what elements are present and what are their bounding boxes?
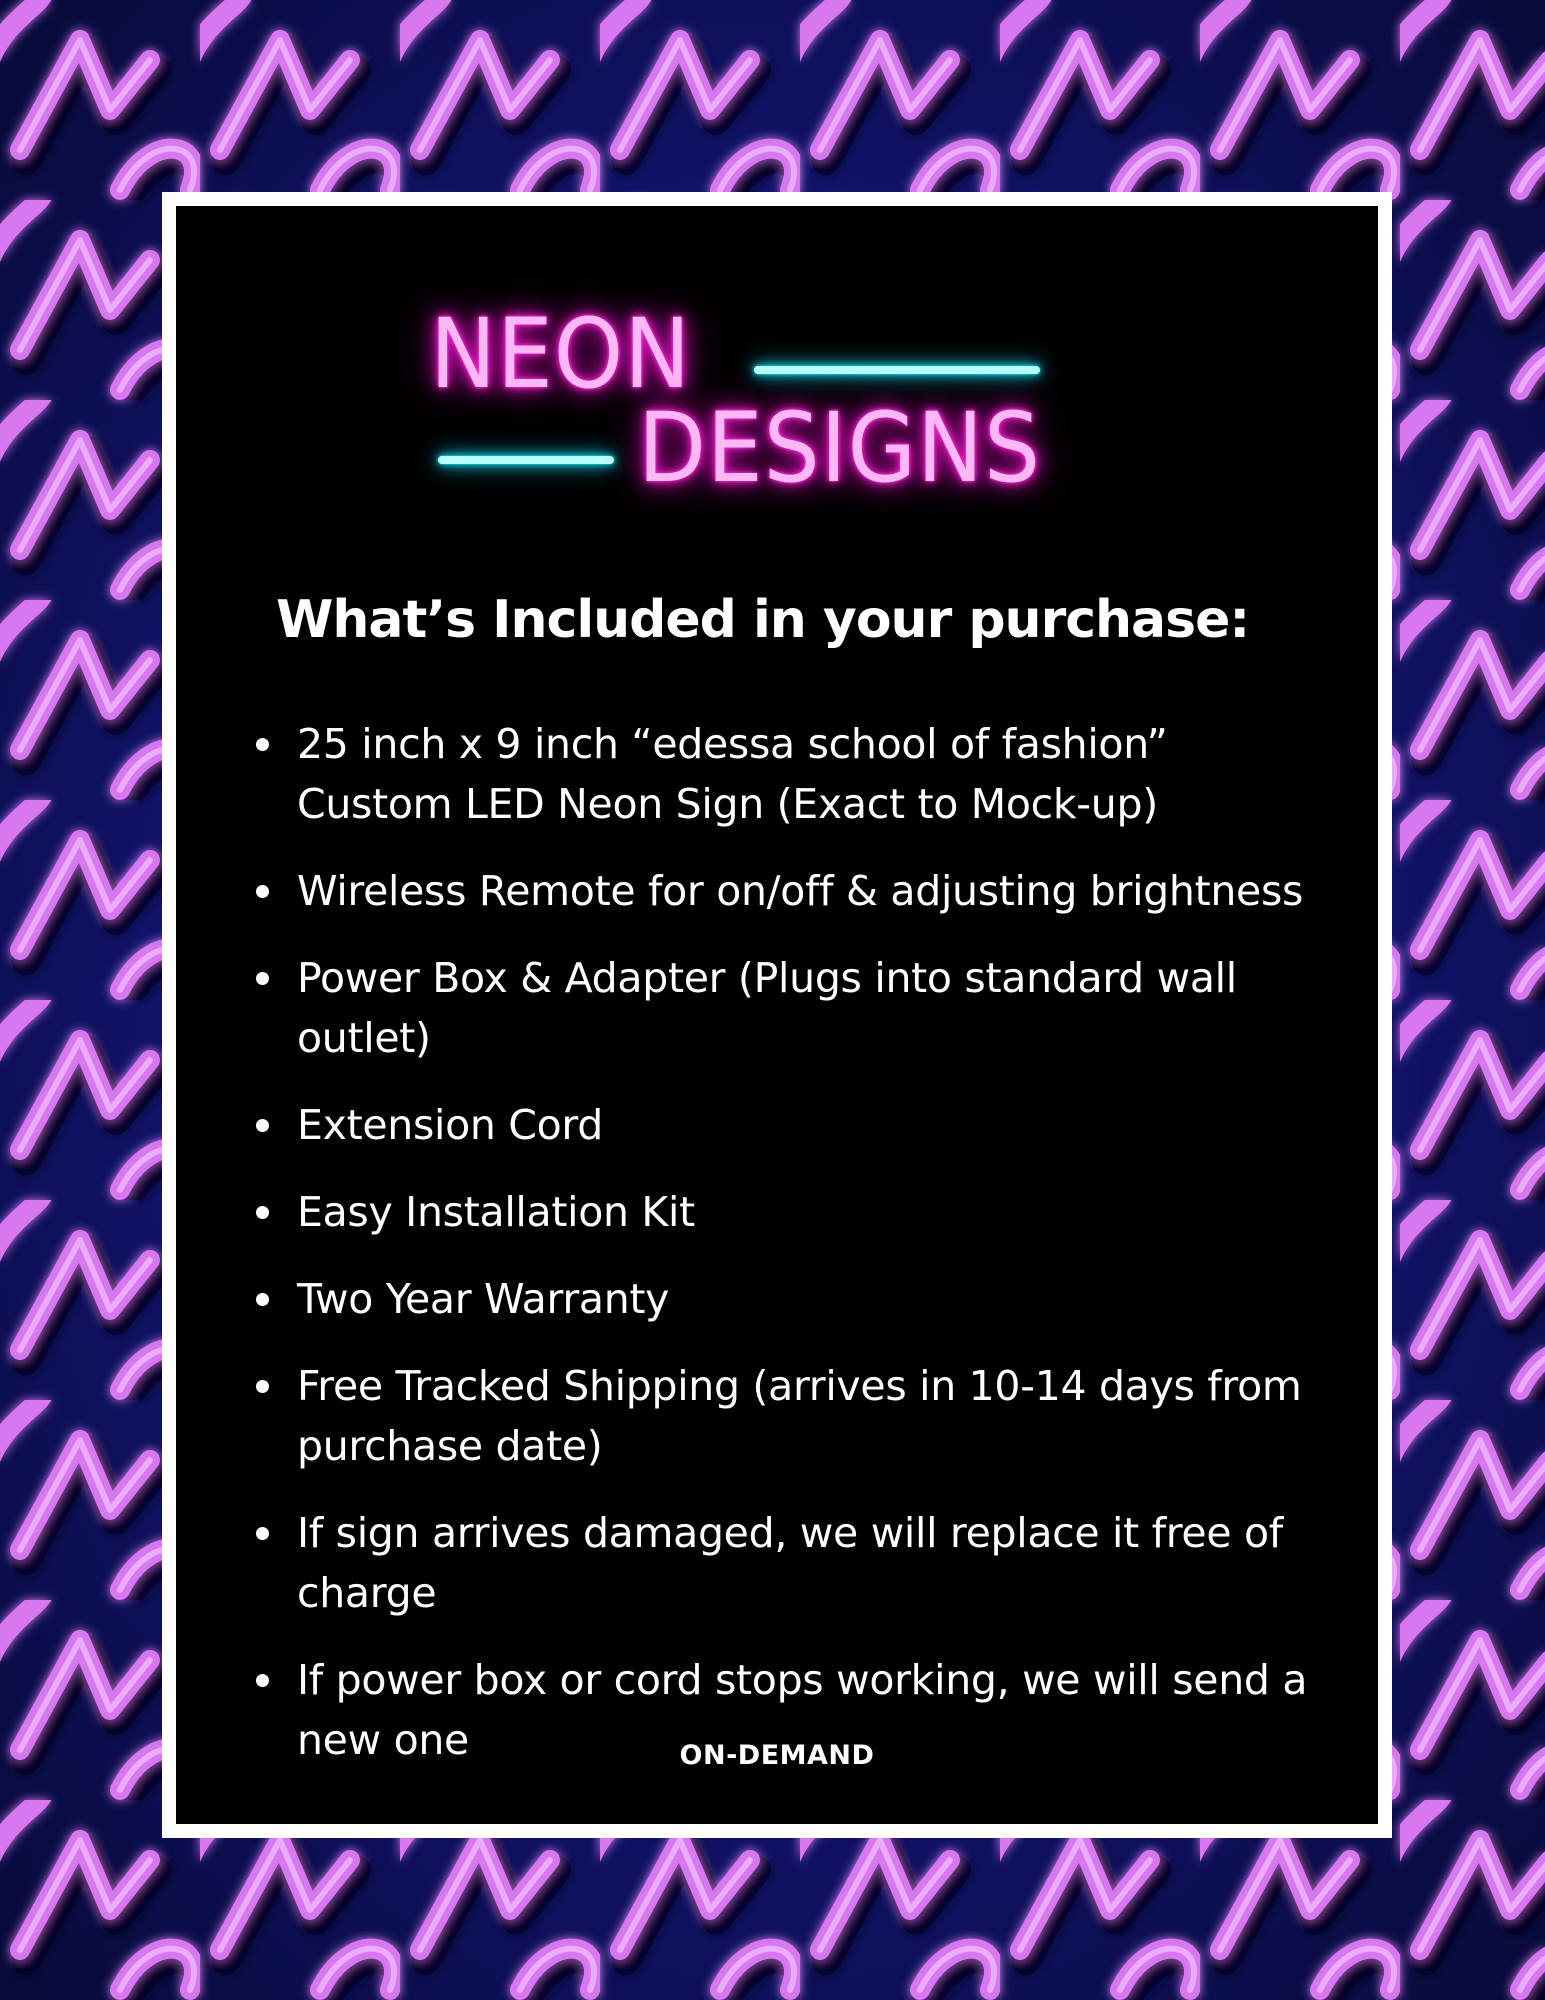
list-item xyxy=(256,1095,1356,1155)
logo-cyan-bar-top xyxy=(754,366,1040,374)
logo-word-neon: NEON xyxy=(430,298,692,410)
list-item-line: Wireless Remote for on/off & adjusting brightness xyxy=(297,867,1304,915)
white-frame xyxy=(162,192,1392,1838)
list-item-line: Custom LED Neon Sign (Exact to Mock-up) xyxy=(297,780,1158,828)
included-heading: What’s Included in your purchase: xyxy=(276,590,1250,650)
list-item-line: 25 inch x 9 inch “edessa school of fashion” xyxy=(297,720,1168,768)
logo-word-designs: DESIGNS xyxy=(638,392,1041,504)
list-item xyxy=(256,1356,1356,1476)
list-item-line: charge xyxy=(297,1569,437,1617)
neon-designs-logo xyxy=(430,298,1110,518)
list-item xyxy=(256,1269,1356,1329)
list-item-line: Easy Installation Kit xyxy=(297,1188,695,1236)
list-item-line: purchase date) xyxy=(297,1422,603,1470)
list-item-line: If sign arrives damaged, we will replace it free of xyxy=(297,1509,1283,1557)
included-items-list xyxy=(256,714,1356,1797)
list-item xyxy=(256,861,1356,921)
on-demand-label: ON-DEMAND xyxy=(679,1740,875,1771)
list-item xyxy=(256,1503,1356,1623)
list-item-line: Extension Cord xyxy=(297,1101,603,1149)
list-item-line: new one xyxy=(297,1716,469,1764)
list-item xyxy=(256,1182,1356,1242)
list-item xyxy=(256,714,1356,834)
content-panel xyxy=(176,206,1378,1824)
list-item-line: If power box or cord stops working, we will send a xyxy=(297,1656,1308,1704)
list-item-line: Two Year Warranty xyxy=(297,1275,670,1323)
list-item-line: outlet) xyxy=(297,1014,431,1062)
list-item-line: Free Tracked Shipping (arrives in 10-14 days from xyxy=(297,1362,1302,1410)
logo-cyan-bar-bottom xyxy=(438,456,614,464)
list-item-line: Power Box & Adapter (Plugs into standard wall xyxy=(297,954,1237,1002)
list-item xyxy=(256,948,1356,1068)
